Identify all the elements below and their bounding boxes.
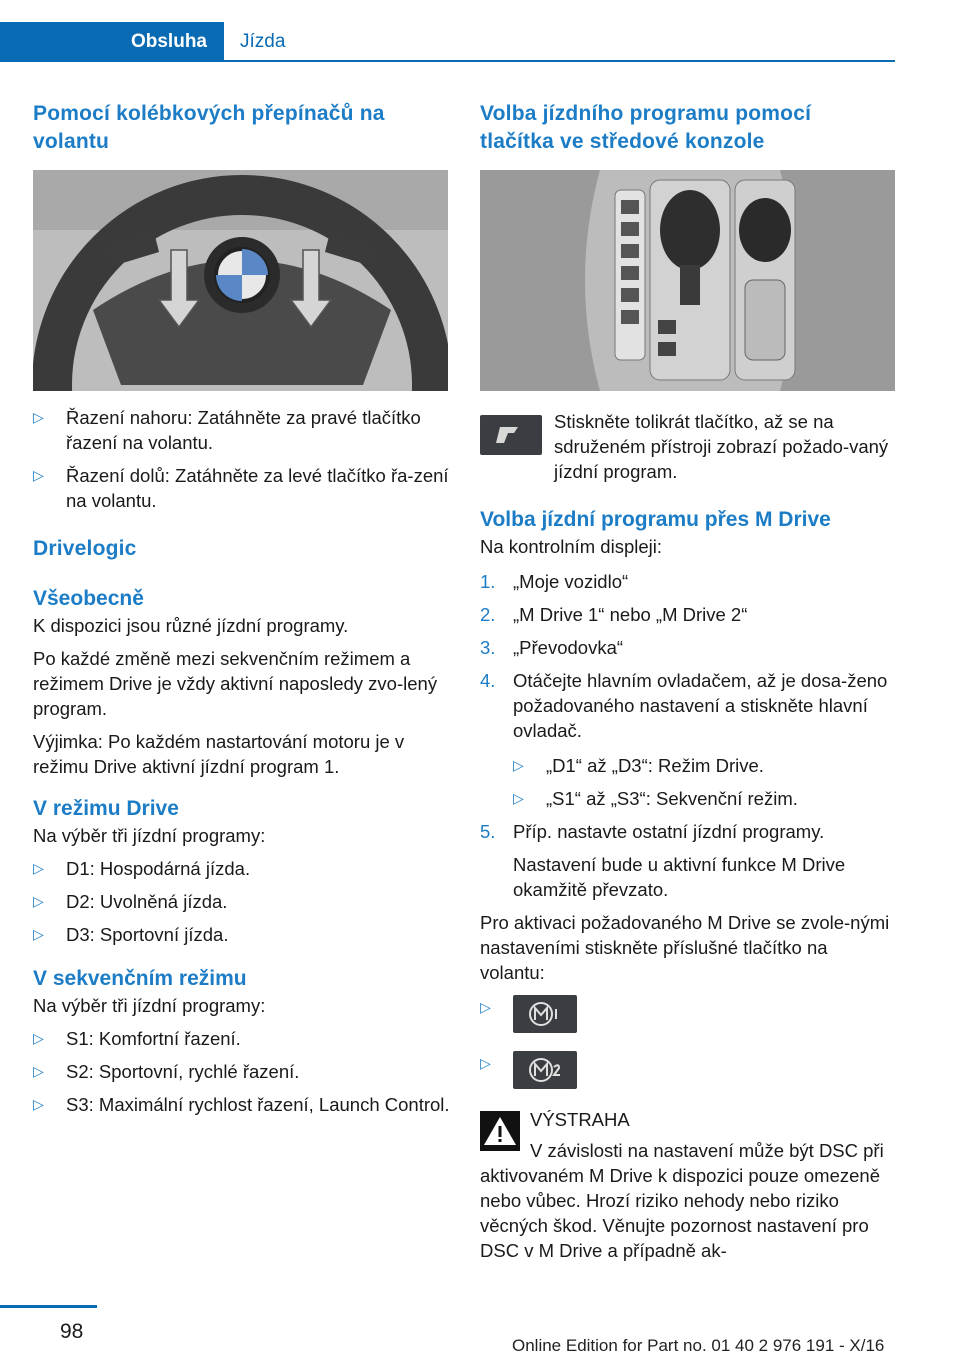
mdrive-heading: Volba jízdní programu přes M Drive	[480, 508, 831, 531]
numbered-step: 3. „Převodovka“	[480, 637, 624, 658]
triangle-bullet-icon: ▷	[33, 893, 44, 909]
warning-icon	[480, 1111, 520, 1156]
m1-button-icon	[513, 995, 577, 1033]
drive-programs-list	[33, 856, 450, 947]
console-button-instruction	[480, 409, 897, 484]
warning-triangle-icon	[480, 1111, 520, 1151]
sequential-programs-list	[33, 1026, 450, 1117]
mdrive-steps-list	[480, 569, 897, 902]
m2-button-icon	[513, 1051, 577, 1089]
list-item: ▷ D3: Sportovní jízda.	[33, 924, 229, 945]
left-column	[33, 100, 450, 1117]
m-drive-1-icon	[513, 995, 577, 1033]
steering-wheel-image	[33, 170, 448, 391]
numbered-step: 1. „Moje vozidlo“	[480, 571, 629, 592]
center-console-illustration	[480, 170, 895, 391]
numbered-step: 4. Otáčejte hlavním ovladačem, až je dosa‐ženo požadovaného nastavení a stiskněte hlavní ovladač.	[480, 670, 888, 741]
paragraph: Po každé změně mezi sekvenčním režimem a režimem Drive je vždy aktivní naposledy zvo‐lený program.	[33, 648, 438, 719]
triangle-bullet-icon: ▷	[33, 860, 44, 876]
tab-obsluha[interactable]: Obsluha	[0, 22, 224, 62]
triangle-bullet-icon: ▷	[33, 1096, 44, 1112]
section-heading-console: Volba jízdního programu pomocí tlačítka ve středové konzole	[480, 102, 812, 153]
numbered-step: 2. „M Drive 1“ nebo „M Drive 2“	[480, 604, 748, 625]
paragraph: Na výběr tři jízdní programy:	[33, 995, 266, 1016]
list-item: ▷ S3: Maximální rychlost řazení, Launch Control.	[33, 1094, 450, 1115]
paragraph: Na výběr tři jízdní programy:	[33, 825, 266, 846]
warning-box	[480, 1107, 897, 1263]
triangle-bullet-icon: ▷	[33, 1030, 44, 1046]
paragraph: Stiskněte tolikrát tlačítko, až se na sdruženém přístroji zobrazí požado‐vaný jízdní program.	[554, 411, 889, 482]
list-item: ▷ Řazení dolů: Zatáhněte za levé tlačítko řa‐zení na volantu.	[33, 465, 449, 511]
tab-underline	[224, 60, 895, 62]
numbered-step: 5. Příp. nastavte ostatní jízdní programy.	[480, 821, 825, 842]
paragraph: K dispozici jsou různé jízdní programy.	[33, 615, 349, 636]
paragraph: Na kontrolním displeji:	[480, 536, 662, 557]
triangle-bullet-icon: ▷	[33, 409, 44, 425]
list-item: ▷ Řazení nahoru: Zatáhněte za pravé tlačítko řazení na volantu.	[33, 407, 421, 453]
triangle-bullet-icon: ▷	[480, 1055, 491, 1071]
triangle-bullet-icon: ▷	[33, 926, 44, 942]
tab-jizda[interactable]: Jízda	[240, 31, 286, 52]
page-number: 98	[60, 1320, 84, 1343]
triangle-bullet-icon: ▷	[33, 1063, 44, 1079]
sub-step: ▷ „D1“ až „D3“: Režim Drive.	[513, 755, 764, 776]
triangle-bullet-icon: ▷	[33, 467, 44, 483]
right-column	[480, 100, 897, 1263]
general-heading: Všeobecně	[33, 587, 144, 610]
steering-wheel-illustration	[33, 170, 448, 391]
triangle-bullet-icon: ▷	[513, 790, 524, 806]
section-heading-paddles: Pomocí kolébkových přepínačů na volantu	[33, 102, 385, 153]
list-item: ▷ S2: Sportovní, rychlé řazení.	[33, 1061, 300, 1082]
edition-text: Online Edition for Part no. 01 40 2 976 191 - X/16	[512, 1336, 885, 1355]
paragraph: Výjimka: Po každém nastartování motoru je v režimu Drive aktivní jízdní program 1.	[33, 731, 405, 777]
drivelogic-heading: Drivelogic	[33, 537, 137, 560]
footer-line	[0, 1305, 97, 1308]
gear-slope-icon	[480, 415, 542, 455]
list-item: ▷ D1: Hospodárná jízda.	[33, 858, 251, 879]
drive-program-button-icon	[480, 415, 542, 455]
m-drive-2-icon	[513, 1051, 577, 1089]
list-item: ▷ D2: Uvolněná jízda.	[33, 891, 228, 912]
sequential-mode-heading: V sekvenčním režimu	[33, 967, 247, 990]
paragraph: Pro aktivaci požadovaného M Drive se zvole‐nými nastaveními stiskněte příslušné tlačítko na volantu:	[480, 912, 890, 983]
list-item: ▷ S1: Komfortní řazení.	[33, 1028, 241, 1049]
tab-bar	[0, 22, 895, 62]
m1-button-row	[480, 995, 897, 1035]
warning-title: VÝSTRAHA	[530, 1109, 630, 1130]
triangle-bullet-icon: ▷	[513, 757, 524, 773]
triangle-bullet-icon: ▷	[480, 999, 491, 1015]
step-note: Nastavení bude u aktivní funkce M Drive okamžitě převzato.	[513, 854, 846, 900]
paddle-shift-list	[33, 405, 450, 513]
drive-mode-heading: V režimu Drive	[33, 797, 179, 820]
center-console-image	[480, 170, 895, 391]
warning-text: V závislosti na nastavení může být DSC při aktivovaném M Drive k dispozici pouze omezeně nebo vůbec. Hrozí riziko nehody nebo riziko věcných škod. Věnujte pozornost nastavení pro DSC v M Drive a případně ak‐	[480, 1140, 884, 1261]
sub-step: ▷ „S1“ až „S3“: Sekvenční režim.	[513, 788, 798, 809]
m2-button-row	[480, 1051, 897, 1091]
